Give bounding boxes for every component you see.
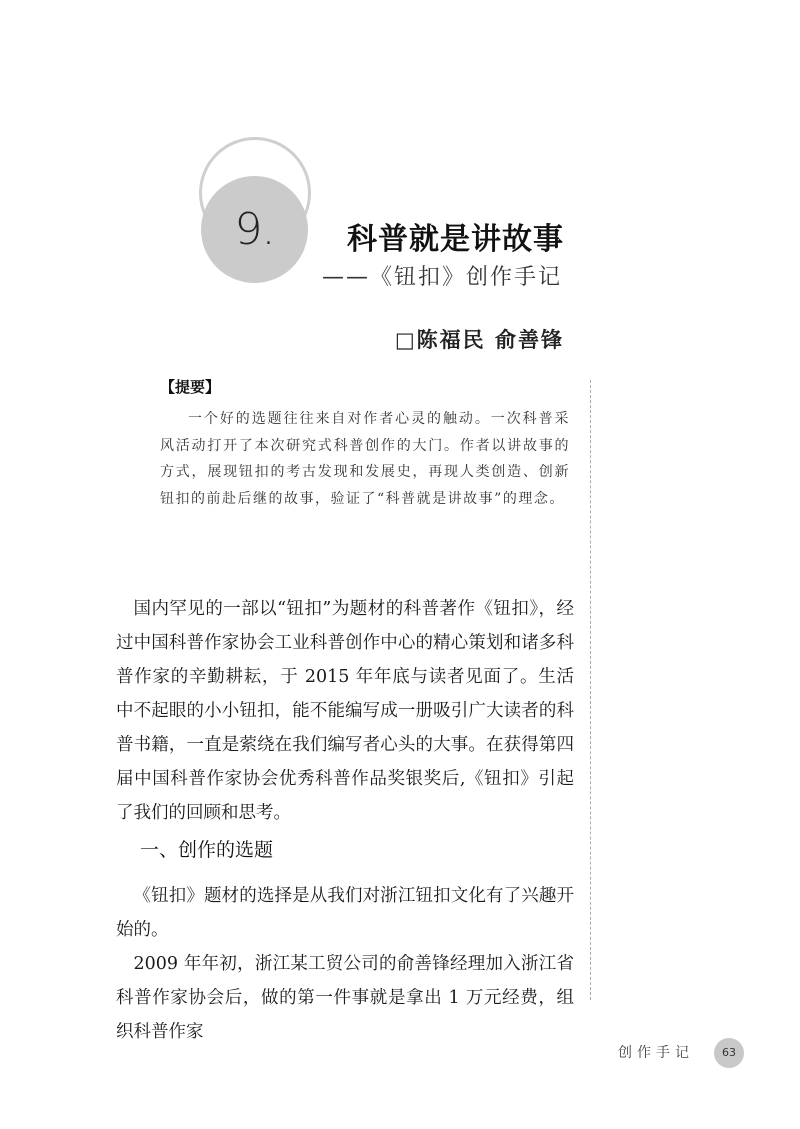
chapter-number: 9. (234, 204, 275, 255)
article-authors: □陈福民 俞善锋 (394, 327, 564, 352)
intro-paragraph: 国内罕见的一部以“钮扣”为题材的科普著作《钮扣》，经过中国科普作家协会工业科普创作中心的精心策划和诸多科普作家的辛勤耕耘，于 2015 年年底与读者见面了。生活中不起眼的小小钮扣，能不能编写成一册吸引广大读者的科普书籍，一直是萦绕在我们编写者心头的大事。在获得第四届中国科普作家协会优秀科普作品奖银奖后,《钮扣》引起了我们的回顾和思考。 (116, 599, 574, 823)
body-paragraph: 《钮扣》题材的选择是从我们对浙江钮扣文化有了兴趣开始的。 (116, 886, 574, 940)
margin-divider (590, 380, 591, 1000)
running-footer: 创作手记 (618, 1045, 694, 1061)
section-heading: 一、创作的选题 (140, 839, 274, 861)
abstract-text: 一个好的选题往往来自对作者心灵的触动。一次科普采风活动打开了本次研究式科普创作的大门。作者以讲故事的方式，展现钮扣的考古发现和发展史，再现人类创造、创新钮扣的前赴后继的故事，验证了“科普就是讲故事”的理念。 (160, 411, 570, 507)
page-number: 63 (722, 1046, 736, 1059)
article-title: 科普就是讲故事 (347, 222, 564, 257)
abstract-label: 【提要】 (160, 378, 221, 396)
body-paragraph: 2009 年年初，浙江某工贸公司的俞善锋经理加入浙江省科普作家协会后，做的第一件事就是拿出 1 万元经费，组织科普作家 (116, 954, 574, 1042)
article-subtitle: ——《钮扣》创作手记 (321, 265, 562, 290)
